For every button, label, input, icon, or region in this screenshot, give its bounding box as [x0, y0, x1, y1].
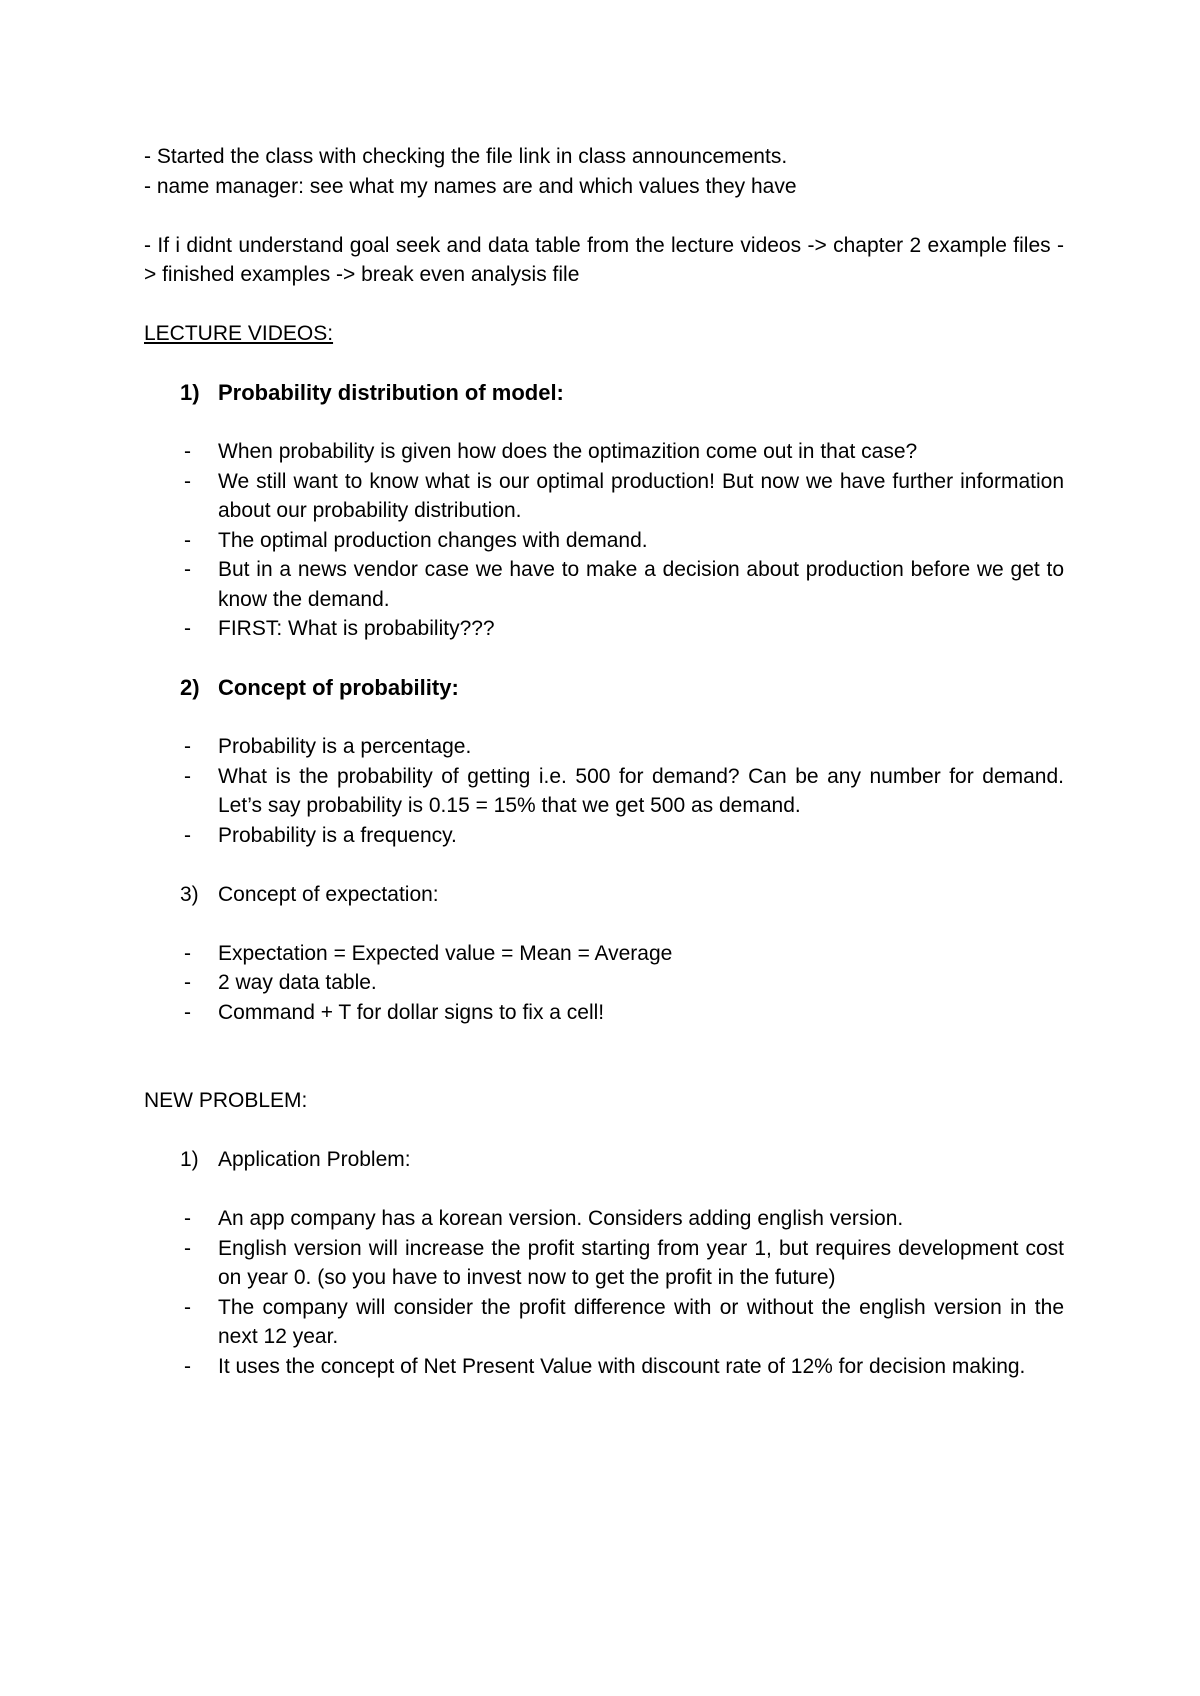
bullet-marker: - [184, 469, 191, 493]
list-item [144, 732, 1064, 762]
section-number: 2) [180, 675, 200, 700]
list-item-text: 2 way data table. [218, 971, 377, 994]
list-item [144, 467, 1064, 526]
lecture-section-2-heading [144, 673, 1064, 703]
bullet-marker: - [184, 1236, 191, 1260]
document-body [144, 142, 1064, 1381]
list-item [144, 555, 1064, 614]
lecture-section-3-bullets [144, 939, 1064, 1028]
list-item [144, 968, 1064, 998]
section-title: Concept of probability: [218, 675, 459, 700]
new-problem-title: NEW PROBLEM: [144, 1089, 308, 1112]
list-item [144, 762, 1064, 821]
list-item-text: When probability is given how does the optimazition come out in that case? [218, 440, 918, 463]
section-number: 1) [180, 380, 200, 405]
bullet-marker: - [184, 1207, 191, 1230]
bullet-marker: - [184, 735, 191, 758]
list-item [144, 526, 1064, 556]
new-problem-section-1-bullets [144, 1204, 1064, 1381]
section-title: Application Problem: [218, 1148, 411, 1171]
lecture-section-3-heading [144, 880, 1064, 910]
list-item-text: English version will increase the profit starting from year 1, but requires development cost on year 0. (so you have to invest now to get the profit in the future) [218, 1236, 1064, 1289]
list-item-text: FIRST: What is probability??? [218, 617, 495, 640]
intro-line-3: - If i didnt understand goal seek and data table from the lecture videos -> chapter 2 example files -> finished examples -> break even analysis file [144, 233, 1064, 286]
list-item [144, 1204, 1064, 1234]
list-item [144, 614, 1064, 644]
bullet-marker: - [184, 1354, 191, 1378]
list-item-text: It uses the concept of Net Present Value with discount rate of 12% for decision making. [218, 1354, 1026, 1378]
bullet-marker: - [184, 528, 191, 552]
list-item-text: Probability is a percentage. [218, 735, 472, 758]
list-item-text: Command + T for dollar signs to fix a cell! [218, 1000, 605, 1024]
bullet-marker: - [184, 617, 191, 640]
list-item-text: We still want to know what is our optimal production! But now we have further information about our probability distribution. [218, 469, 1064, 522]
section-title: Concept of expectation: [218, 882, 439, 906]
list-item-text: The company will consider the profit difference with or without the english version in the next 12 year. [218, 1295, 1064, 1348]
list-item-text: An app company has a korean version. Considers adding english version. [218, 1207, 904, 1230]
list-item [144, 821, 1064, 851]
list-item [144, 1234, 1064, 1293]
list-item [144, 437, 1064, 467]
list-item [144, 998, 1064, 1028]
lecture-section-1-bullets [144, 437, 1064, 644]
section-number: 1) [180, 1148, 199, 1171]
lecture-section-2-bullets [144, 732, 1064, 850]
lecture-videos-title: LECTURE VIDEOS: [144, 322, 334, 345]
list-item-text: Probability is a frequency. [218, 823, 457, 847]
list-item [144, 1352, 1064, 1382]
list-item [144, 939, 1064, 969]
bullet-marker: - [184, 764, 191, 788]
section-title: Probability distribution of model: [218, 380, 564, 405]
bullet-marker: - [184, 440, 191, 463]
bullet-marker: - [184, 971, 191, 994]
list-item-text: But in a news vendor case we have to make a decision about production before we get to know the demand. [218, 558, 1064, 611]
bullet-marker: - [184, 823, 191, 847]
bullet-marker: - [184, 1295, 191, 1319]
intro-line-2: - name manager: see what my names are and which values they have [144, 174, 797, 198]
bullet-marker: - [184, 1000, 191, 1024]
intro-line-1: - Started the class with checking the file link in class announcements. [144, 145, 788, 168]
section-number: 3) [180, 882, 199, 906]
bullet-marker: - [184, 941, 191, 965]
list-item-text: The optimal production changes with demand. [218, 528, 648, 552]
bullet-marker: - [184, 558, 191, 581]
list-item-text: What is the probability of getting i.e. 500 for demand? Can be any number for demand. Let’s say probability is 0.15 = 15% that we get 500 as demand. [218, 764, 1064, 817]
list-item-text: Expectation = Expected value = Mean = Average [218, 941, 673, 965]
lecture-section-1-heading [144, 378, 1064, 408]
new-problem-section-1-heading [144, 1145, 1064, 1175]
list-item [144, 1293, 1064, 1352]
